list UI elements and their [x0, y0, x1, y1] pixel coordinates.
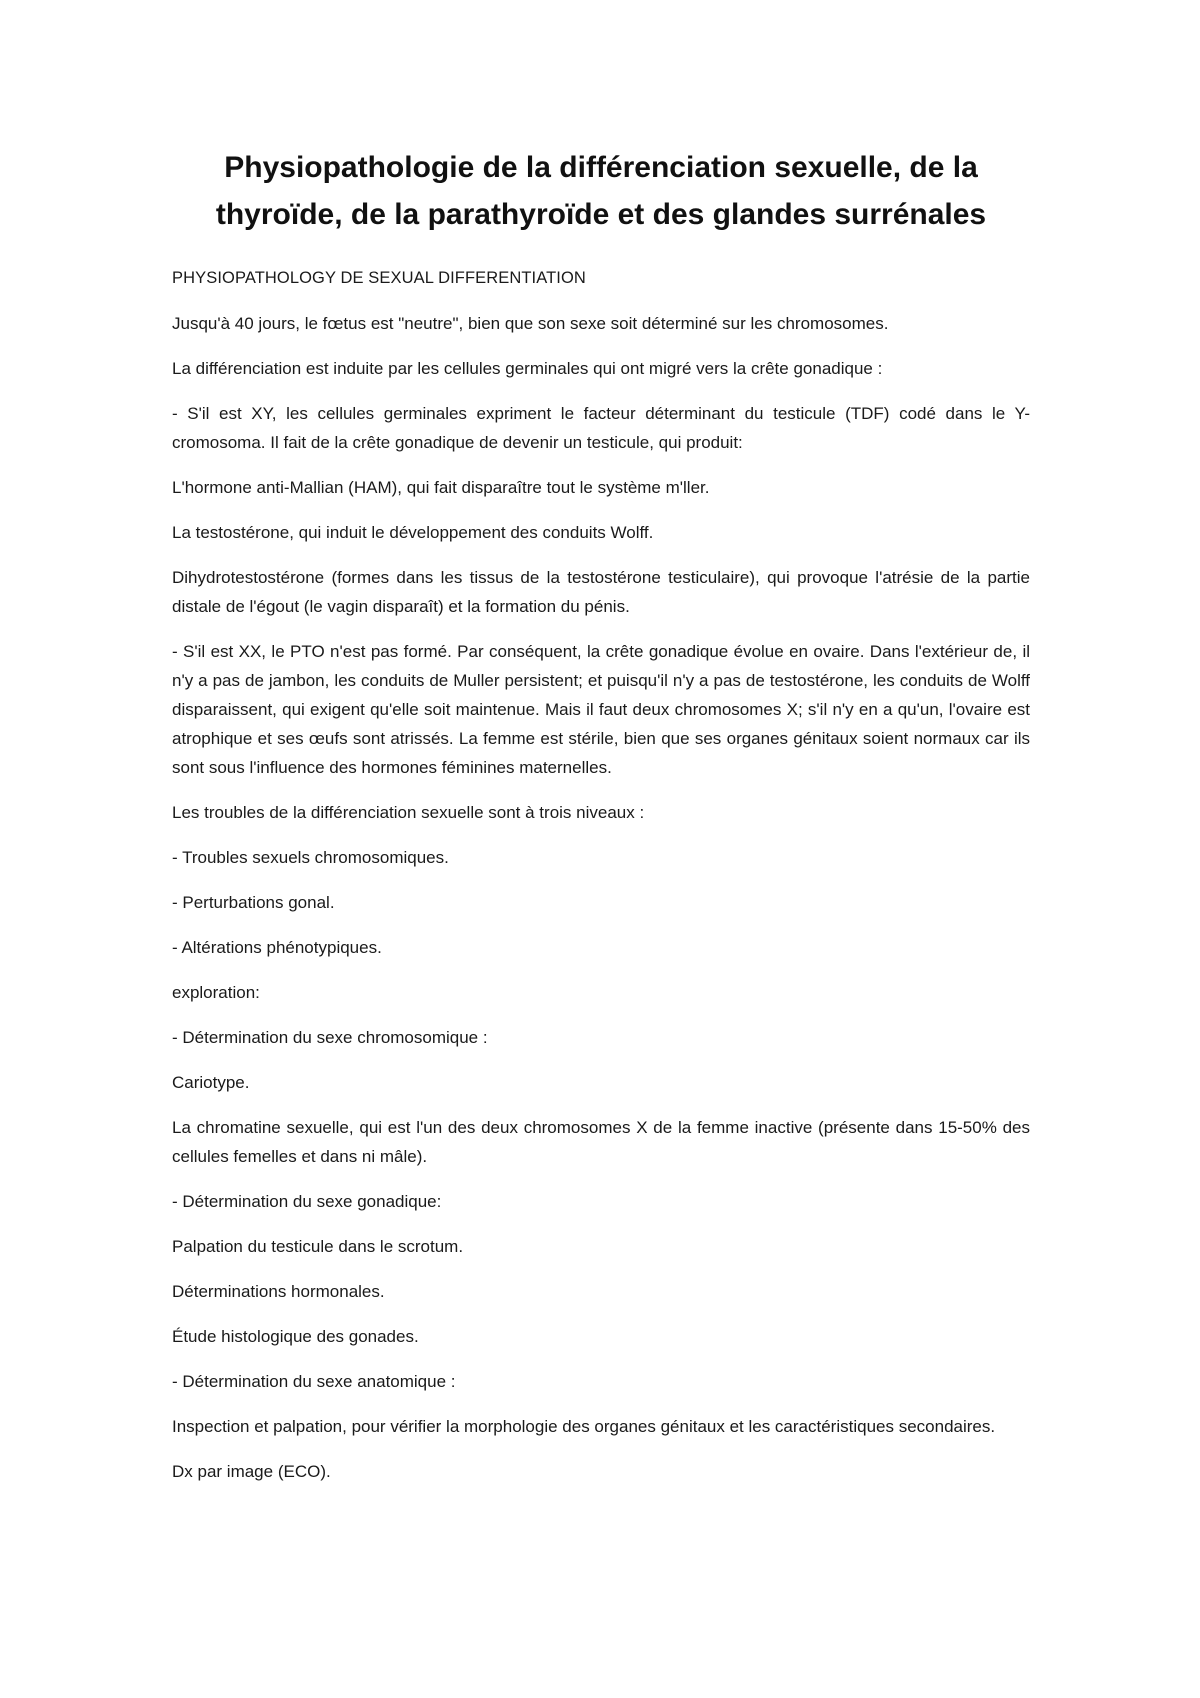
paragraph: Inspection et palpation, pour vérifier la morphologie des organes génitaux et les caractéristiques secondaires. — [172, 1417, 996, 1436]
list-item: - Altérations phénotypiques. — [172, 938, 382, 957]
paragraph: Palpation du testicule dans le scrotum. — [172, 1237, 464, 1256]
list-item: - Troubles sexuels chromosomiques. — [172, 848, 449, 867]
paragraph: Jusqu'à 40 jours, le fœtus est "neutre", bien que son sexe soit déterminé sur les chromosomes. — [172, 314, 889, 333]
list-item: - Perturbations gonal. — [172, 893, 335, 912]
document-title: Physiopathologie de la différenciation sexuelle, de la thyroïde, de la parathyroïde et des glandes surrénales — [215, 151, 987, 231]
paragraph: - S'il est XX, le PTO n'est pas formé. Par conséquent, la crête gonadique évolue en ovaire. Dans l'extérieur de, il n'y a pas de jambon, les conduits de Muller persistent; et puisqu'il n'y a pas de testostérone, les conduits de Wolff disparaissent, qui exigent qu'elle soit maintenue. Mais il faut deux chromosomes X; s'il n'y en a qu'un, l'ovaire est atrophique et ses œufs sont atrissés. La femme est stérile, bien que ses organes génitaux soient normaux car ils sont sous l'influence des hormones féminines maternelles. — [172, 642, 1030, 777]
paragraph: L'hormone anti-Mallian (HAM), qui fait disparaître tout le système m'ller. — [172, 478, 710, 497]
paragraph: Dihydrotestostérone (formes dans les tissus de la testostérone testiculaire), qui provoque l'atrésie de la partie distale de l'égout (le vagin disparaît) et la formation du pénis. — [172, 568, 1030, 616]
paragraph: Dx par image (ECO). — [172, 1462, 331, 1481]
paragraph: La différenciation est induite par les cellules germinales qui ont migré vers la crête gonadique : — [172, 359, 883, 378]
paragraph: Étude histologique des gonades. — [172, 1327, 419, 1346]
paragraph: Cariotype. — [172, 1073, 250, 1092]
paragraph: - S'il est XY, les cellules germinales expriment le facteur déterminant du testicule (TDF) codé dans le Y-cromosoma. Il fait de la crête gonadique de devenir un testicule, qui produit: — [172, 404, 1030, 452]
paragraph: La chromatine sexuelle, qui est l'un des deux chromosomes X de la femme inactive (présente dans 15-50% des cellules femelles et dans ni mâle). — [172, 1118, 1030, 1166]
document-body — [172, 144, 1030, 1502]
list-item: - Détermination du sexe chromosomique : — [172, 1028, 488, 1047]
paragraph: exploration: — [172, 983, 260, 1002]
section-heading: PHYSIOPATHOLOGY DE SEXUAL DIFFERENTIATION — [172, 269, 586, 287]
paragraph: La testostérone, qui induit le développement des conduits Wolff. — [172, 523, 654, 542]
list-item: - Détermination du sexe anatomique : — [172, 1372, 456, 1391]
list-item: - Détermination du sexe gonadique: — [172, 1192, 442, 1211]
paragraph: Déterminations hormonales. — [172, 1282, 385, 1301]
paragraph: Les troubles de la différenciation sexuelle sont à trois niveaux : — [172, 803, 645, 822]
